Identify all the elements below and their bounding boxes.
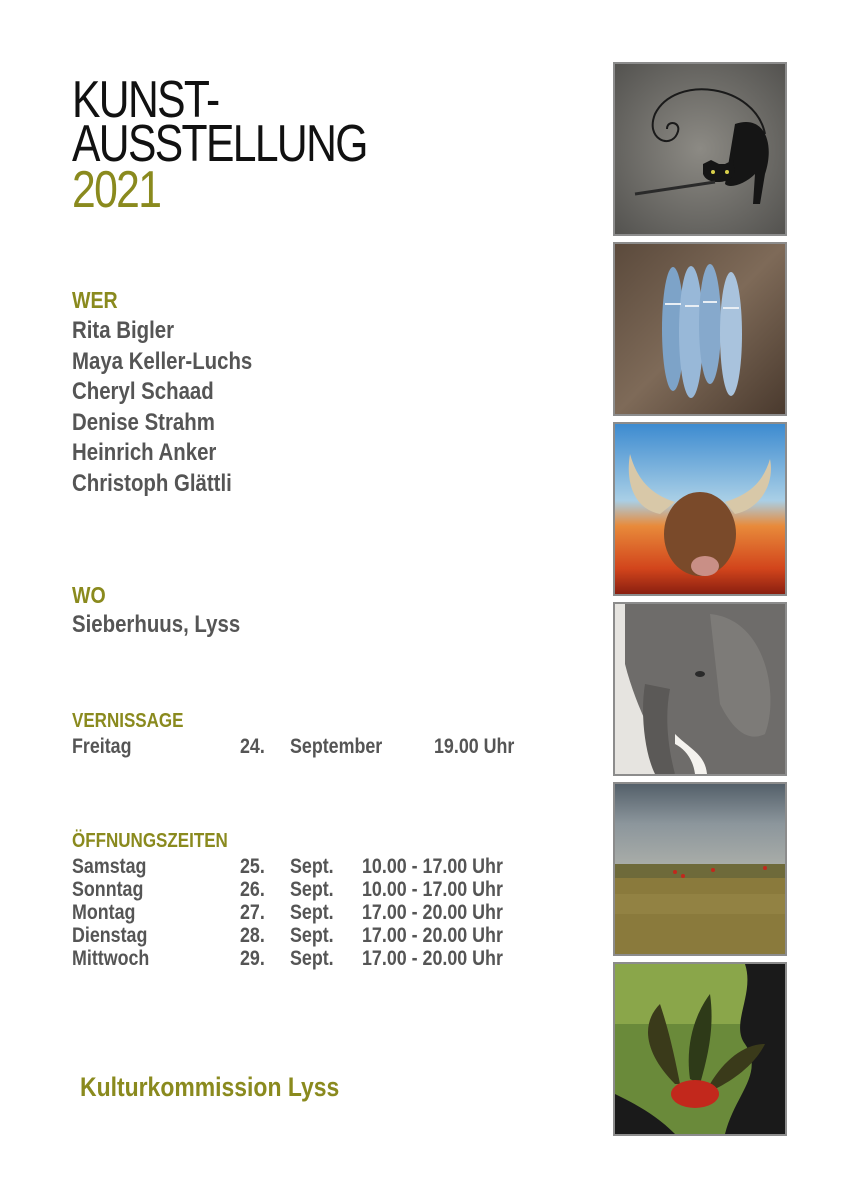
hours-date: 26.: [240, 878, 265, 901]
hours-date: 25.: [240, 855, 265, 878]
hours-row: [72, 924, 592, 948]
hours-row: [72, 878, 592, 902]
hours-time: 10.00 - 17.00 Uhr: [362, 855, 503, 878]
title-year: 2021: [72, 161, 161, 219]
hours-time: 17.00 - 20.00 Uhr: [362, 924, 503, 947]
title-line-2: AUSSTELLUNG: [72, 115, 367, 173]
hours-day: Mittwoch: [72, 947, 150, 970]
organizer: Kulturkommission Lyss: [80, 1072, 340, 1102]
hours-row: [72, 901, 592, 925]
exhibition-title: [72, 71, 431, 219]
hours-month: Sept.: [290, 947, 334, 970]
artist-name: Rita Bigler: [72, 317, 175, 344]
hours-date: 29.: [240, 947, 265, 970]
hours-month: Sept.: [290, 878, 334, 901]
wer-heading: WER: [72, 287, 118, 313]
cat-painting: [613, 62, 787, 236]
hours-day: Samstag: [72, 855, 147, 878]
artist-name: Christoph Glättli: [72, 469, 232, 497]
artist-name: Denise Strahm: [72, 408, 215, 436]
floral-abstract-painting: [613, 962, 787, 1136]
hours-row: [72, 947, 592, 971]
venue: Sieberhuus, Lyss: [72, 611, 241, 638]
vernissage-date: 24.: [240, 735, 265, 758]
hours-month: Sept.: [290, 924, 334, 947]
wo-heading: WO: [72, 582, 106, 608]
hours-date: 27.: [240, 901, 265, 924]
hours-time: 17.00 - 20.00 Uhr: [362, 901, 503, 924]
artist-name: Heinrich Anker: [72, 439, 217, 466]
highland-cow-painting: [613, 422, 787, 596]
vernissage-day: Freitag: [72, 735, 132, 758]
hours-day: Sonntag: [72, 878, 144, 901]
title-line-1: KUNST-: [72, 71, 219, 129]
artist-list: [72, 316, 284, 499]
hours-time: 10.00 - 17.00 Uhr: [362, 878, 503, 901]
hours-date: 28.: [240, 924, 265, 947]
hours-day: Montag: [72, 901, 136, 924]
hours-heading: ÖFFNUNGSZEITEN: [72, 830, 228, 852]
fish-painting: [613, 242, 787, 416]
hours-row: [72, 855, 592, 879]
hours-day: Dienstag: [72, 924, 148, 947]
hours-time: 17.00 - 20.00 Uhr: [362, 947, 503, 970]
vernissage-row: [72, 735, 592, 759]
vernissage-time: 19.00 Uhr: [434, 735, 515, 758]
vernissage-heading: VERNISSAGE: [72, 710, 184, 732]
hours-month: Sept.: [290, 855, 334, 878]
vernissage-month: September: [290, 735, 383, 758]
field-photo: [613, 782, 787, 956]
elephant-sculpture: [613, 602, 787, 776]
artist-name: Cheryl Schaad: [72, 378, 214, 405]
hours-month: Sept.: [290, 901, 334, 924]
artist-name: Maya Keller-Luchs: [72, 347, 253, 375]
